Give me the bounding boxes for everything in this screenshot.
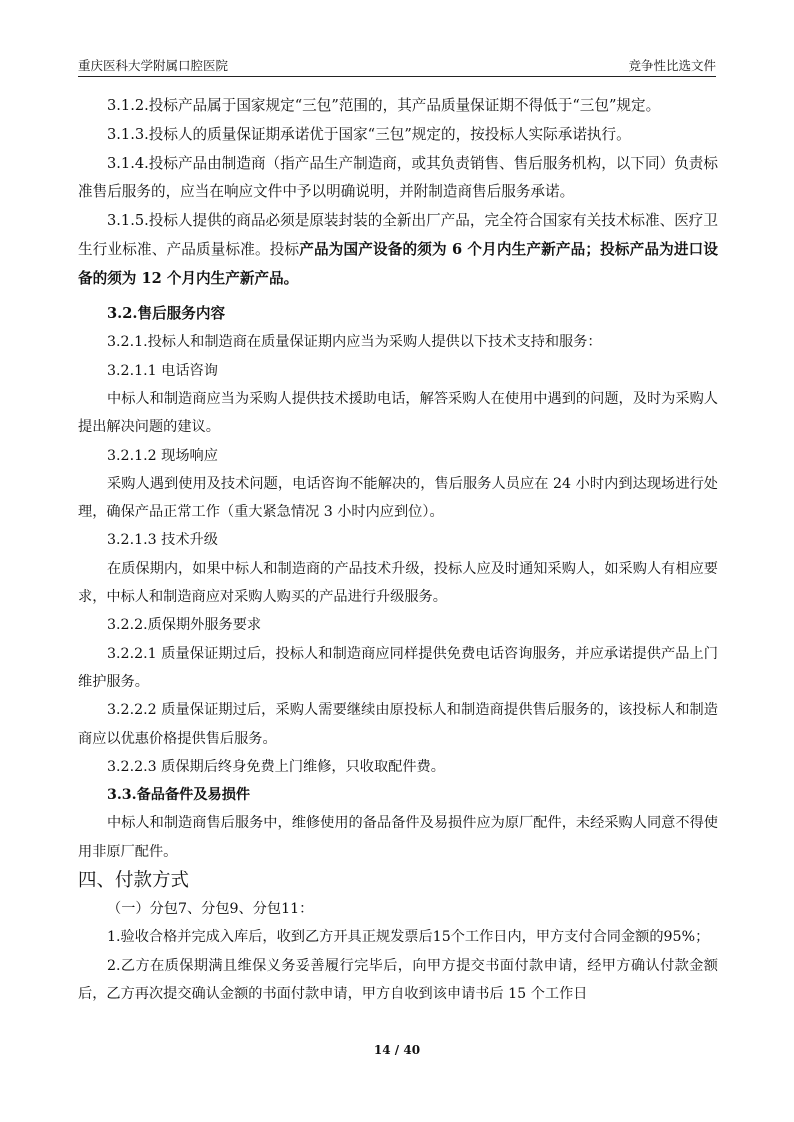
heading-3-3: 3.3.备品备件及易损件 xyxy=(107,787,251,804)
page-header xyxy=(78,54,716,77)
document-body xyxy=(78,92,718,1008)
clause-3-2-2: 3.2.2.质保期外服务要求 xyxy=(107,617,262,634)
clause-3-2-1: 3.2.1.投标人和制造商在质量保证期内应当为采购人提供以下技术支持和服务： xyxy=(107,334,602,351)
clause-3-2-1-1: 3.2.1.1 电话咨询 xyxy=(107,362,218,379)
clause-3-1-5-text: 3.1.5.投标人提供的商品必须是原装封装的全新出厂产品，完全符合国家有关技术标准、医疗卫生行业标准、产品质量标准。投标 xyxy=(78,212,718,258)
clause-3-2-1-2: 3.2.1.2 现场响应 xyxy=(107,447,218,464)
clause-3-1-5-bold-text: 产品为国产设备的须为 6 个月内生产新产品；投标产品为进口设备的须为 12 个月内生产新产品。 xyxy=(78,240,718,287)
clause-3-2-1-3: 3.2.1.3 技术升级 xyxy=(107,532,218,549)
page-number: 14 / 40 xyxy=(373,1043,421,1057)
clause-3-1-2: 3.1.2.投标产品属于国家规定“三包”范围的，其产品质量保证期不得低于“三包”规定。 xyxy=(107,97,661,114)
clause-3-2-2-2: 3.2.2.2 质量保证期过后，采购人需要继续由原投标人和制造商提供售后服务的，该投标人和制造商应以优惠价格提供售后服务。 xyxy=(78,702,718,747)
clause-3-2-1-1-body: 中标人和制造商应当为采购人提供技术援助电话，解答采购人在使用中遇到的问题，及时为采购人提出解决问题的建议。 xyxy=(78,390,718,436)
clause-3-1-3: 3.1.3.投标人的质量保证期承诺优于国家“三包”规定的，按投标人实际承诺执行。 xyxy=(107,125,631,143)
clause-3-2-2-1: 3.2.2.1 质量保证期过后，投标人和制造商应同样提供免费电话咨询服务，并应承诺提供产品上门维护服务。 xyxy=(78,645,718,690)
clause-3-2-2-3: 3.2.2.3 质保期后终身免费上门维修，只收取配件费。 xyxy=(107,758,445,775)
clause-3-3-body: 中标人和制造商售后服务中，维修使用的备品备件及易损件应为原厂配件，未经采购人同意不得使用非原厂配件。 xyxy=(78,815,718,860)
payment-term-2: 2.乙方在质保期满且维保义务妥善履行完毕后，向甲方提交书面付款申请，经甲方确认付款金额后，乙方再次提交确认金额的书面付款申请，甲方自收到该申请书后 15 个工作日 xyxy=(78,957,718,1002)
heading-section-4: 四、付款方式 xyxy=(78,870,190,892)
payment-term-1: 1.验收合格并完成入库后，收到乙方开具正规发票后15个工作日内，甲方支付合同金额的95%； xyxy=(107,929,710,946)
clause-3-1-4: 3.1.4.投标产品由制造商（指产品生产制造商，或其负责销售、售后服务机构，以下同）负责标准售后服务的，应当在响应文件中予以明确说明，并附制造商售后服务承诺。 xyxy=(78,154,718,201)
header-hospital-name: 重庆医科大学附属口腔医院 xyxy=(78,58,229,73)
heading-3-2: 3.2.售后服务内容 xyxy=(107,304,226,322)
clause-3-2-1-3-body: 在质保期内，如果中标人和制造商的产品技术升级，投标人应及时通知采购人，如采购人有相应要求，中标人和制造商应对采购人购买的产品进行升级服务。 xyxy=(78,560,718,606)
payment-subheading-1: （一）分包7、分包9、分包11： xyxy=(107,901,314,918)
clause-3-1-5 xyxy=(78,207,718,293)
header-document-type: 竞争性比选文件 xyxy=(628,58,716,73)
clause-3-2-1-2-body: 采购人遇到使用及技术问题，电话咨询不能解决的，售后服务人员应在 24 小时内到达现场进行处理，确保产品正常工作（重大紧急情况 3 小时内应到位）。 xyxy=(78,475,718,521)
